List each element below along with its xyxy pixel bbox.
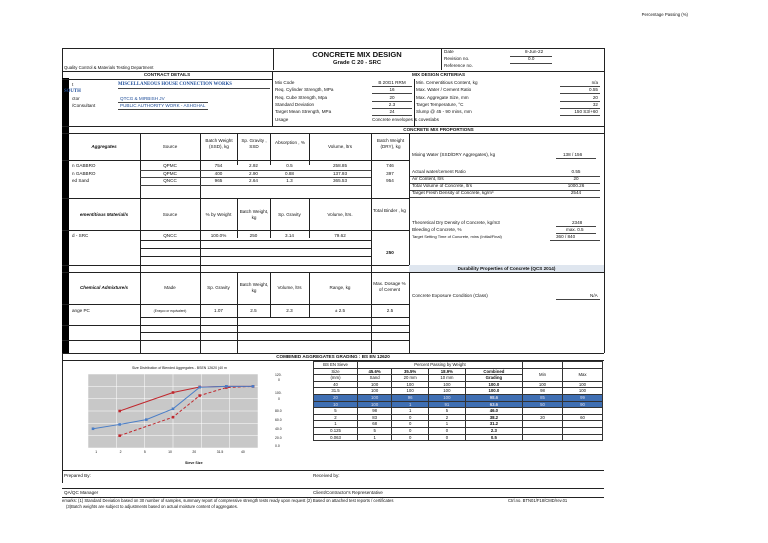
x-tick-label: 1 [95, 450, 98, 454]
mix-right-value-4: 150 S3/+60 [574, 109, 598, 115]
grading-row [314, 434, 603, 441]
max-limit-point [172, 391, 175, 394]
agg-vol-1: 137.93 [332, 170, 348, 176]
grading-cell-size: 2 [314, 414, 358, 421]
grading-cell-min: 20 [523, 414, 563, 421]
side-value-3: 2544 [570, 190, 582, 195]
agg-vol-2: 365.53 [332, 178, 348, 183]
revision-label: Revision no. [444, 56, 470, 61]
c10-pct: 18.9% [429, 368, 466, 375]
prepared-by: Prepared By: [64, 473, 91, 478]
contract-label-1: t [72, 82, 74, 87]
combined-header: Combined [465, 368, 522, 375]
grading-cell-c20: 0 [392, 427, 429, 434]
cem-header-volume: Volume, ltrs. [327, 212, 353, 217]
received-by: Received by: [313, 473, 340, 478]
mix-right-underline-4 [560, 115, 600, 116]
mix-criteria-heading: MIX DESIGN CRITERIAS [411, 72, 466, 77]
grading-cell-max [563, 421, 603, 428]
x-axis-label: Sieve Size [185, 461, 203, 465]
grading-cell-comb: 100.0 [465, 388, 522, 395]
y-tick-label: 0.0 [275, 444, 280, 448]
left-black-band [62, 78, 69, 353]
binder-total: 250 [386, 250, 394, 255]
grading-header: Grading [465, 375, 522, 382]
side-value-1: 20 [573, 176, 579, 181]
grading-cell-c10: 100 [429, 388, 466, 395]
chem-header-name: Chemical Admixture/s [79, 285, 129, 290]
grading-cell-min: 98 [523, 388, 563, 395]
chart-title: Size Distribution of Blended Aggregates - BSEN 12620 (40 m [132, 366, 227, 370]
chem-range: ± 2.5 [334, 308, 346, 313]
grading-cell-sand: 98 [358, 408, 392, 415]
grading-cell-comb: 100.0 [465, 381, 522, 388]
remarks-line-2: (3)Batch weights are subject to adjustments based on actual moisture content of aggregates. [66, 504, 239, 509]
grading-cell-comb: 0.5 [465, 434, 522, 441]
grading-cell-c20: 100 [392, 388, 429, 395]
sand-pct: 45.6% [358, 368, 392, 375]
y-tick-label: 100. [275, 391, 282, 395]
contract-heading: CONTRACT DETAILS [143, 72, 191, 77]
agg-sg-2: 2.64 [249, 178, 258, 183]
agg-abs-2: 1.3 [286, 178, 293, 183]
grading-row [314, 427, 603, 434]
chem-name: ange PC [72, 308, 90, 313]
grading-cell-max: 90 [563, 401, 603, 408]
combined-grading-point [225, 385, 228, 388]
setting-time-value: 360 / 840 [556, 234, 576, 239]
agg-dry-1: 397 [386, 170, 394, 176]
y-tick-label: 60.0 [275, 418, 282, 422]
grading-cell-size: 0.125 [314, 427, 358, 434]
grading-chart [62, 360, 302, 470]
mix-left-label-4: Target Mean Strength, MPa [275, 109, 332, 115]
grading-table [313, 361, 603, 441]
cem-name: d - SRC [72, 233, 89, 238]
date-label: Date [444, 49, 454, 54]
agg-batch-0: 754 [214, 163, 223, 168]
cem-header-binder: Total Binder , kg [373, 208, 406, 213]
bleeding-value: max. 0.5 [566, 227, 584, 232]
grading-cell-c10: 91 [429, 401, 466, 408]
grading-cell-max [563, 408, 603, 415]
chem-header-volume: Volume, ltrs [277, 285, 302, 290]
min-limit-point [198, 394, 201, 397]
grading-cell-comb: 63.6 [465, 401, 522, 408]
mixing-water-label: Mixing Water (SSD/DRY Aggregates), kg [412, 152, 496, 157]
y-tick-label: 40.0 [275, 427, 282, 431]
date-value: 8-Jun-22 [525, 49, 544, 54]
mix-left-label-5: Usage [275, 116, 289, 122]
mix-left-value-4: 24 [389, 109, 395, 115]
side-value-2: 1000.26 [567, 183, 585, 188]
grading-row [314, 421, 603, 428]
chem-sg: 1.07 [214, 308, 223, 313]
chem-header-range: Range, kg [329, 285, 351, 290]
grading-cell-c20: 0 [392, 414, 429, 421]
grading-cell-c10: 2 [429, 414, 466, 421]
agg-header-batch: Batch Weight (SSD), kg [205, 138, 233, 150]
mix-left-label-2: Req. Cube Strength, Mpa [275, 94, 328, 100]
proportions-heading: CONCRETE MIX PROPORTIONS [403, 126, 474, 132]
grading-cell-max: 100 [563, 388, 603, 395]
mix-left-value-1: 16 [389, 87, 395, 93]
mix-left-label-1: Req. Cylinder Strength, MPa [275, 87, 334, 93]
grading-cell-min [523, 427, 563, 434]
exposure-value: N/A [590, 293, 598, 298]
mix-right-value-3: 32 [592, 101, 598, 107]
grading-cell-size: 10 [314, 401, 358, 408]
side-label-2: Total Volume of Concrete, ltrs [412, 183, 473, 188]
contract-label-4: /Consultant [72, 103, 96, 108]
agg-abs-1: 0.88 [285, 170, 294, 176]
agg-header-sg: Sp. Gravity , SSD [241, 138, 267, 150]
agg-line-2 [140, 185, 371, 186]
grading-cell-sand: 100 [358, 388, 392, 395]
mixing-water-value: 138 / 156 [563, 152, 583, 157]
y-tick-label: 120. [275, 373, 282, 377]
grading-cell-c10: 5 [429, 408, 466, 415]
grading-cell-max [563, 434, 603, 441]
grading-cell-min: 100 [523, 381, 563, 388]
mix-left-value-2: 20 [389, 94, 395, 100]
c20-pct: 35.5% [392, 368, 429, 375]
contract-value-4: PUBLIC AUTHORITY WORK - ASHGHAL [120, 103, 206, 108]
bleeding-label: Bleeding of Concrete, % [412, 227, 462, 232]
side-label-3: Target Fresh Density of Concrete, kg/m³ [412, 190, 494, 195]
qa-manager: QA/QC Manager [64, 490, 99, 495]
grading-cell-c10: 0 [429, 434, 466, 441]
grading-cell-sand: 5 [358, 427, 392, 434]
chem-header-made: Made [164, 285, 176, 290]
mix-right-label-2: Max. Aggregate Size, mm [416, 94, 469, 100]
grading-cell-max [563, 427, 603, 434]
side-label-0: Actual water/cement Ratio [412, 169, 466, 174]
chem-made: (Ensyco or equivalent) [153, 309, 187, 313]
mix-left-value-0: B 20G1 RRM [378, 80, 406, 85]
min-limit-point [172, 416, 175, 419]
side-label-1: Air Content, ltrs [412, 176, 444, 181]
grading-cell-size: 40 [314, 381, 358, 388]
agg-name-0: n GABBRO [72, 163, 96, 168]
cem-header-material: ementitious Material/s [79, 212, 129, 217]
bs-sieve-header: BS EN Sieve [314, 362, 358, 369]
grading-cell-c10: 1 [429, 421, 466, 428]
client-rep: Client/Contractor's Representative [313, 490, 383, 495]
grading-cell-c20: 96 [392, 394, 429, 401]
agg-header-source: Source [162, 144, 178, 149]
agg-batch-1: 400 [214, 170, 223, 176]
grading-cell-c20: 100 [392, 381, 429, 388]
x-tick-label: 31.5 [216, 450, 224, 454]
cem-source: QNCC [163, 233, 177, 238]
c20-header: 20 mm [392, 375, 429, 382]
durability-heading: Durability Properties of Concrete (QCS 2014) [457, 265, 556, 271]
chem-header-sg: Sp. Gravity [207, 285, 230, 290]
agg-batch-2: 965 [214, 178, 223, 183]
contract-label-2: SOUTH [64, 89, 81, 94]
x-tick-label: 20 [192, 450, 197, 454]
grading-cell-max: 100 [563, 381, 603, 388]
reference-label: Reference no. [444, 63, 473, 68]
chem-max: 2.5 [386, 308, 394, 313]
percentage-passing-label: Percentage Passing (%) [641, 12, 688, 17]
mm-header: (mm) [314, 375, 358, 382]
grading-row [314, 408, 603, 415]
combined-grading-point [198, 386, 201, 389]
theoretical-density-value: 2348 [572, 220, 583, 225]
agg-header-dry: Batch Weight (DRY), kg [376, 138, 405, 150]
chem-batch: 2.5 [250, 308, 257, 313]
grade-subtitle: Grade C 20 - SRC [333, 60, 381, 66]
size-header: Size [314, 368, 358, 375]
setting-time-label: Target Setting Time of Concrete, mins (Initial/Final) [412, 234, 502, 239]
grading-cell-max: 60 [563, 414, 603, 421]
chem-header-max: Max. Dosage % of Cement [373, 281, 406, 293]
agg-dry-2: 954 [386, 178, 394, 183]
grading-row [314, 414, 603, 421]
mix-right-label-3: Target Temperature, °C [416, 101, 464, 107]
contract-value-1: MISCELLANEOUS HOUSE CONNECTION WORKS [118, 82, 232, 87]
grading-cell-sand: 100 [358, 381, 392, 388]
chem-header-batch: Batch Weight, kg [239, 282, 269, 294]
grading-cell-sand: 1 [358, 434, 392, 441]
y-tick-label: 80.0 [275, 409, 282, 413]
grading-cell-c10: 100 [429, 394, 466, 401]
page-title: CONCRETE MIX DESIGN [312, 50, 402, 59]
grading-cell-min: 85 [523, 394, 563, 401]
cem-header-source: Source [162, 212, 178, 217]
max-limit-point [118, 410, 121, 413]
exposure-label: Concrete Exposure Condition (Class) [412, 293, 488, 298]
agg-header-volume: Volume, ltrs [328, 144, 352, 149]
cem-header-sg: Sp. Gravity [278, 212, 301, 217]
combined-grading-point [92, 427, 95, 430]
agg-header-abs: Absorption , % [275, 140, 305, 145]
revision-value: 0.0 [528, 56, 535, 61]
mix-right-label-4: Slump @ 45 - 90 mins, mm [416, 109, 472, 115]
combined-grading-point [145, 418, 148, 421]
mix-right-label-0: Min. Cementitious Content, kg [416, 80, 478, 85]
theoretical-density-label: Theoretical Dry Density of Concrete, kg/m3 [412, 220, 500, 225]
grading-cell-c20: 0 [392, 421, 429, 428]
grading-cell-max: 99 [563, 394, 603, 401]
y-tick-label: 0 [278, 397, 280, 401]
grading-cell-sand: 68 [358, 421, 392, 428]
dept-label: Quality Control & Materials Testing Department [64, 65, 154, 70]
grading-row [314, 381, 603, 388]
frame-top [62, 48, 604, 49]
grading-cell-comb: 98.6 [465, 394, 522, 401]
grading-cell-size: 20 [314, 394, 358, 401]
sand-header: Sand [358, 375, 392, 382]
remarks-line-1: emarks: (1) Standard Deviation based on 30 number of samples, summary report of compressive strength tests ready upon request (2) Based on attached test reports / certificates [62, 498, 394, 503]
mix-left-label-0: Mix Code [275, 80, 295, 85]
grading-cell-comb: 46.0 [465, 408, 522, 415]
agg-header-aggregates: Aggregates [91, 144, 117, 149]
cem-header-batch: Batch Weight, kg [239, 209, 269, 221]
contract-label-3: ctor [72, 96, 80, 101]
agg-source-1: QPMC [163, 170, 177, 176]
x-tick-label: 2 [119, 450, 122, 454]
grading-cell-min [523, 434, 563, 441]
agg-name-1: n GABBRO [72, 170, 96, 176]
cem-sg: 3.14 [285, 233, 294, 238]
min-header: Min [523, 368, 563, 381]
agg-abs-0: 0.5 [286, 163, 293, 168]
grading-cell-size: 31.5 [314, 388, 358, 395]
contract-value-3: QTCG & MIRBISH JV [120, 96, 165, 101]
ctrl-number: Ctrl.no. BTN01/F18/CMD/rev.01 [508, 498, 568, 503]
grading-heading: COMBINED AGGREGATES GRADING : BS EN 12620 [276, 353, 390, 359]
mix-left-value-5: Concrete envelopes & coveslabs [372, 116, 439, 122]
mix-left-value-3: 2.3 [388, 101, 396, 107]
c10-header: 10 mm [429, 375, 466, 382]
combined-grading-point [172, 407, 175, 410]
grading-cell-min: 50 [523, 401, 563, 408]
y-tick-label: 20.0 [275, 436, 282, 440]
grading-cell-size: 0.063 [314, 434, 358, 441]
grading-cell-sand: 100 [358, 394, 392, 401]
agg-source-0: QPMC [163, 163, 177, 168]
agg-sg-1: 2.90 [249, 170, 258, 176]
mix-right-value-1: 0.55 [589, 87, 598, 93]
side-line-3 [410, 197, 600, 198]
x-tick-label: 40 [241, 450, 245, 454]
agg-source-2: QNCC [163, 178, 177, 183]
grading-row [314, 388, 603, 395]
min-limit-point [118, 434, 121, 437]
x-tick-label: 10 [168, 450, 172, 454]
grading-cell-sand: 83 [358, 414, 392, 421]
grading-cell-comb: 31.2 [465, 421, 522, 428]
side-value-0: 0.55 [571, 169, 581, 174]
mix-right-value-0: n/a [591, 80, 598, 85]
mix-right-label-1: Max. Water / Cement Ratio [416, 87, 472, 93]
grading-cell-c20: 0 [392, 434, 429, 441]
mix-right-value-2: 20 [592, 94, 598, 100]
grading-row [314, 394, 603, 401]
grading-cell-size: 5 [314, 408, 358, 415]
chem-volume: 2.3 [286, 308, 293, 313]
agg-vol-0: 258.85 [332, 163, 348, 168]
cem-volume: 79.62 [334, 233, 346, 238]
grading-cell-comb: 38.2 [465, 414, 522, 421]
grading-row [314, 401, 603, 408]
x-tick-label: 5 [143, 450, 146, 454]
combined-grading-point [118, 423, 121, 426]
agg-dry-0: 746 [386, 163, 394, 168]
grading-cell-sand: 100 [358, 401, 392, 408]
percent-passing-header: Percent Passing by Weight [358, 362, 523, 369]
combined-grading-point [252, 385, 255, 388]
y-tick-label: 0 [278, 378, 280, 382]
agg-name-2: ed Sand [72, 178, 90, 183]
cem-batch: 250 [249, 233, 258, 238]
agg-sg-0: 2.92 [249, 163, 258, 168]
grading-cell-c20: 1 [392, 408, 429, 415]
grading-cell-c10: 0 [429, 427, 466, 434]
max-header: Max [563, 368, 603, 381]
grading-cell-min [523, 408, 563, 415]
grading-cell-c20: 1 [392, 401, 429, 408]
grading-cell-c10: 100 [429, 381, 466, 388]
frame-right [604, 48, 605, 353]
grading-cell-min [523, 421, 563, 428]
grading-cell-comb: 2.3 [465, 427, 522, 434]
cem-pct: 100.0% [210, 233, 227, 238]
mix-left-label-3: Standard Deviation [275, 101, 315, 107]
cem-header-pct: % by Weight [205, 212, 232, 217]
grading-cell-size: 1 [314, 421, 358, 428]
